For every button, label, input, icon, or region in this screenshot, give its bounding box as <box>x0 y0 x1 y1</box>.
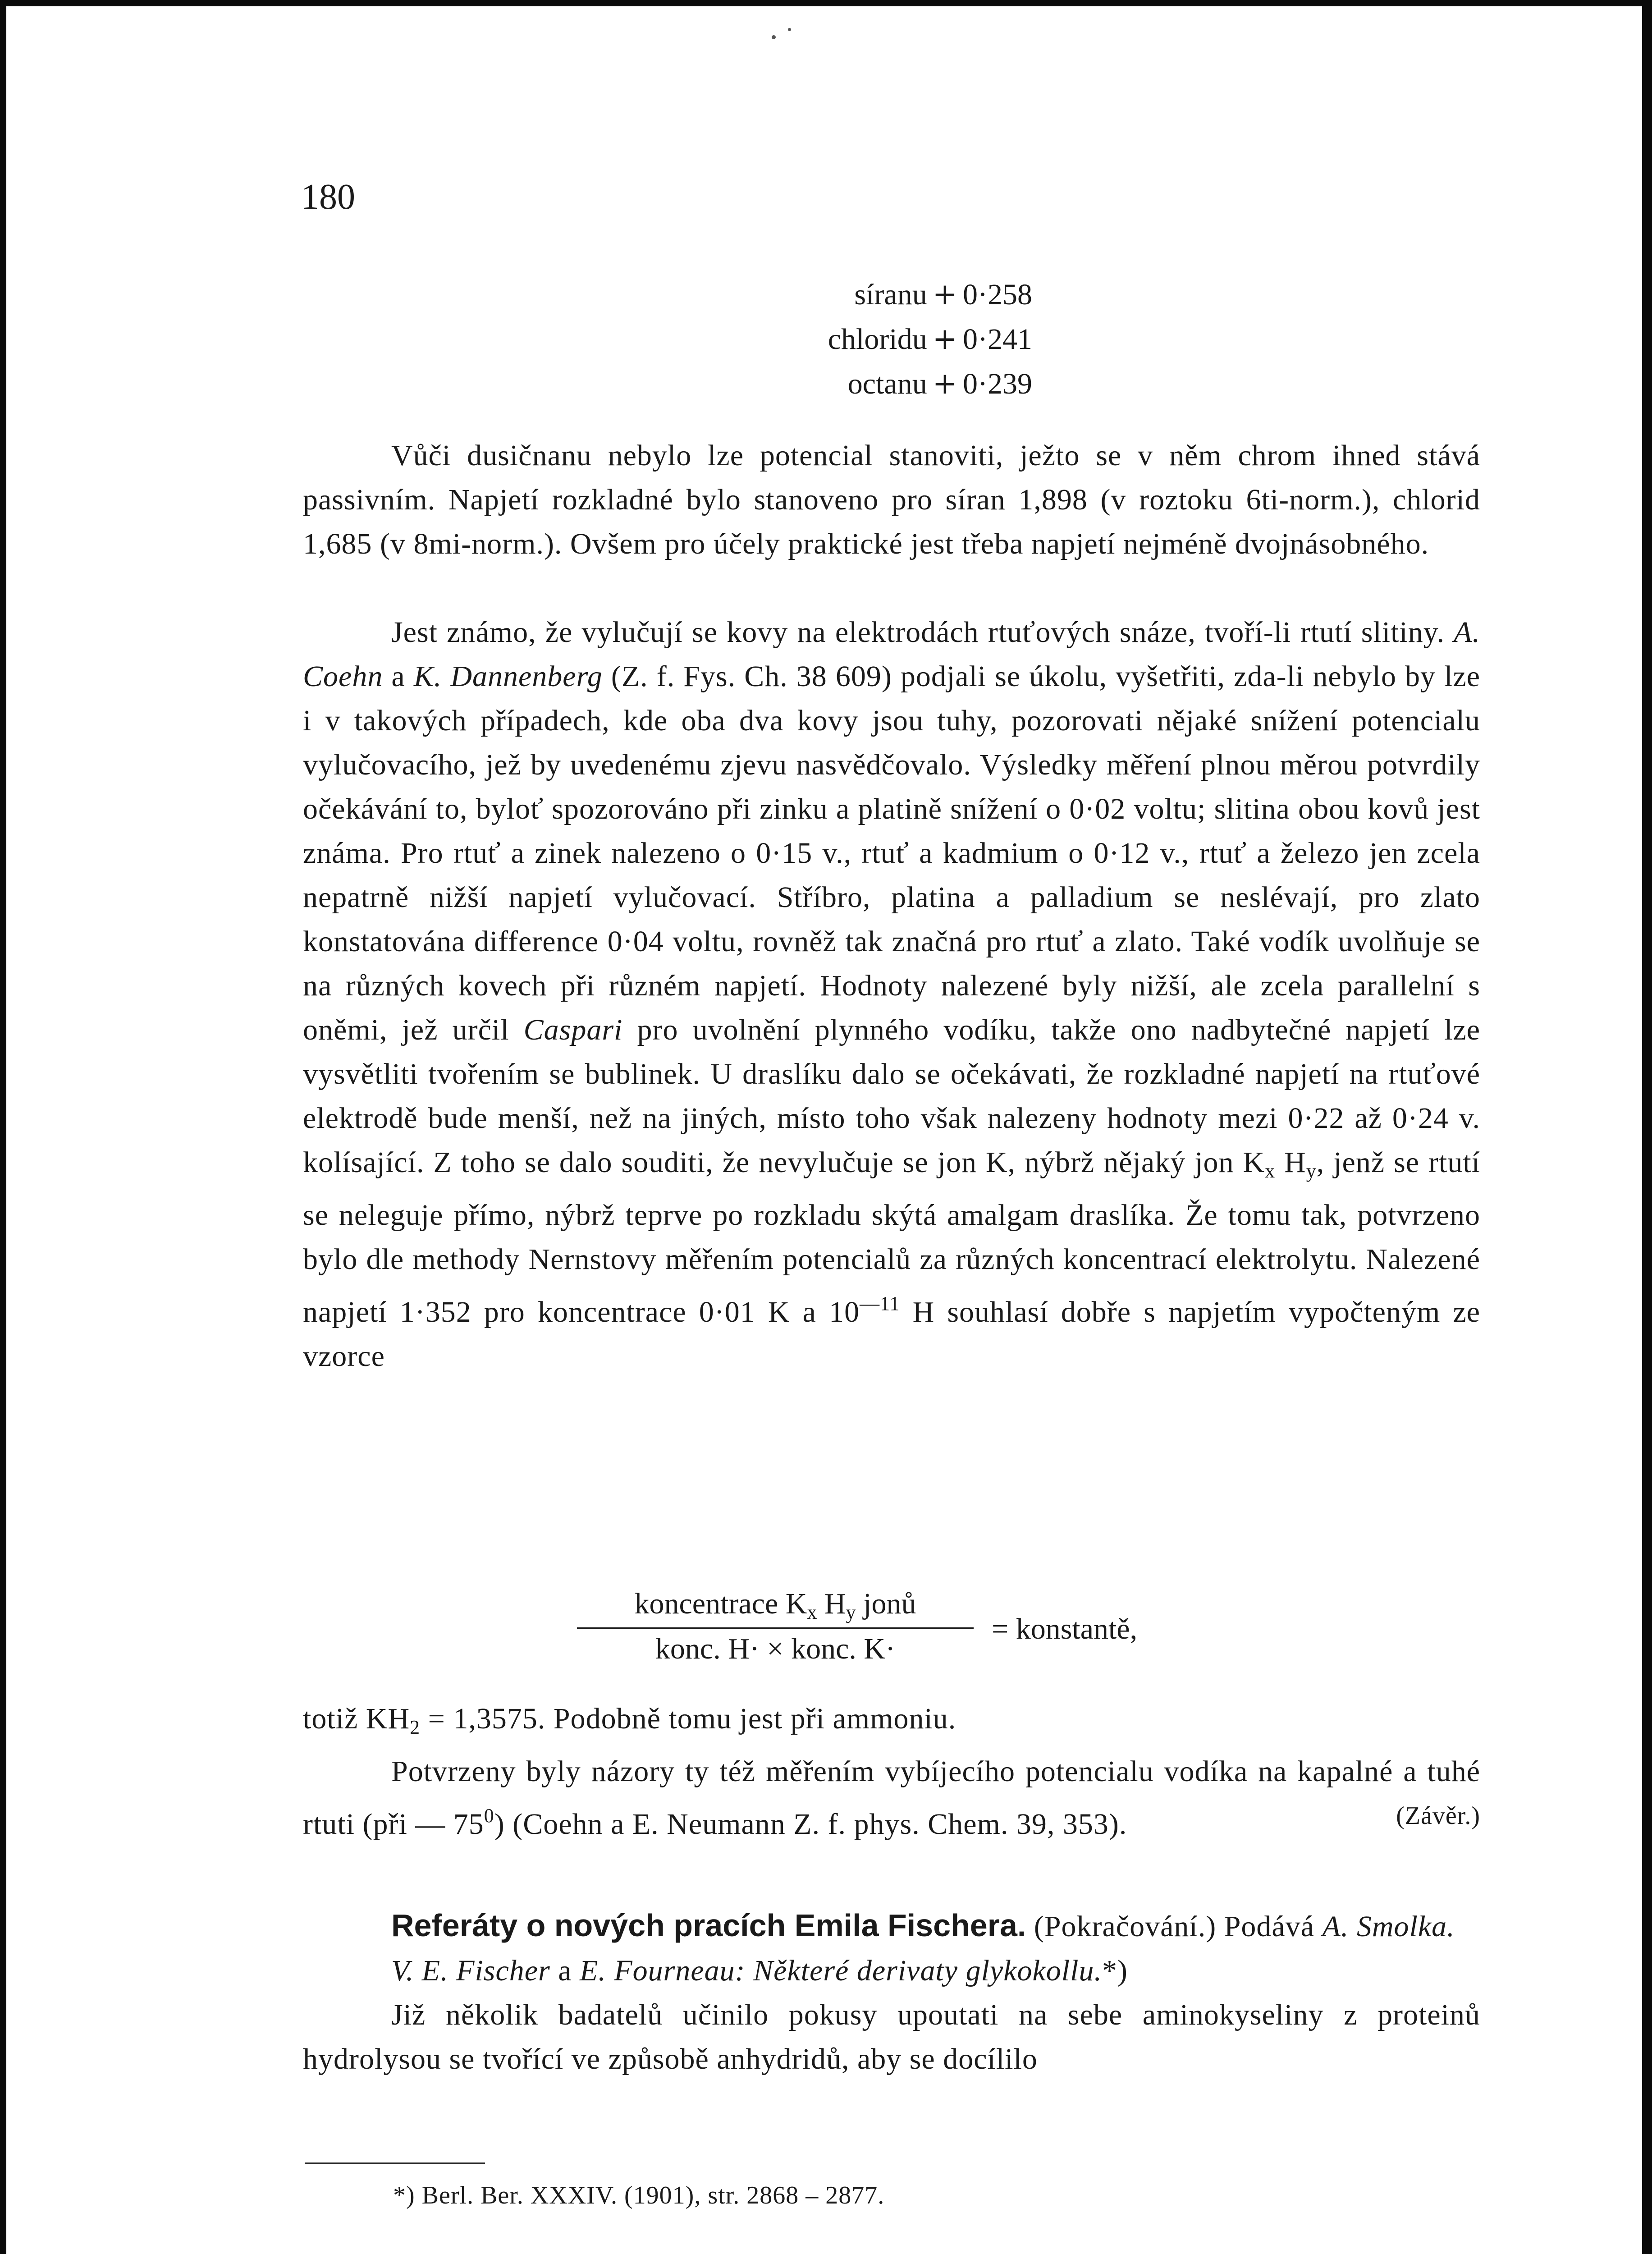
paragraph <box>303 1697 1480 1750</box>
paragraph: Vůči dusičnanu nebylo lze potencial stanoviti, ježto se v něm chrom ihned stává passivním. Napjetí rozkladné bylo stanoveno pro síran 1,898 (v roztoku 6ti-norm.), chlorid 1,685 (v 8mi-norm.). Ovšem pro účely praktické jest třeba napjetí nejméně dvojnásobného. <box>303 439 1480 560</box>
page-number: 180 <box>301 177 355 217</box>
section-title: Referáty o nových pracích Emila Fischera. <box>391 1908 1026 1943</box>
superscript: —11 <box>860 1292 900 1315</box>
anion-row <box>690 317 1032 362</box>
text-run: jonů <box>856 1587 916 1620</box>
text-run: H souhlasí dobře s napjetím vypočteným ze vzorce <box>303 1296 1480 1373</box>
formula-denominator <box>577 1629 974 1666</box>
plus-sign: + <box>932 277 958 312</box>
text-run: ) (Coehn a E. Neumann Z. f. phys. Chem. 39, 353). <box>494 1808 1127 1841</box>
subscript: x <box>1265 1160 1276 1182</box>
anion-value: 0·241 <box>963 323 1032 356</box>
text-run: Jest známo, že vylučují se kovy na elektrodách rtuťových snáze, tvoří-li rtutí slitiny. <box>391 616 1454 649</box>
text-run: (Pokračování.) Podává <box>1026 1910 1323 1943</box>
reporter-name: A. Smolka. <box>1322 1910 1455 1943</box>
paragraph: Již několik badatelů učinilo pokusy upoutati na sebe aminokyseliny z proteinů hydrolysou se tvořící ve způsobě anhydridů, aby se docílilo <box>303 1998 1480 2075</box>
anion-row <box>690 362 1032 406</box>
article-title: : Některé derivaty glykokollu. <box>735 1954 1102 1987</box>
author-name: E. Fourneau <box>580 1954 735 1987</box>
text-run: pro uvolnění plynného vodíku, takže ono nadbytečné napjetí lze vysvětliti tvořením se bublinek. U draslíku dalo se očekávati, že rozkladné napjetí na rtuťové elektrodě bude menší, než na jiných, místo toho však nalezeny hodnoty mezi 0·22 až 0·24 v. kolísající. Z toho se dalo souditi, že nevylučuje se jon K, nýbrž nějaký jon K <box>303 1013 1480 1179</box>
paragraph <box>303 610 1480 1379</box>
article-title-line <box>303 1949 1480 1993</box>
text-run: · <box>749 1632 760 1665</box>
text-run: H <box>1275 1146 1306 1179</box>
plus-sign: + <box>932 321 958 356</box>
section-heading <box>303 1903 1480 1949</box>
text-run: konc. K <box>791 1632 886 1665</box>
author-name: Caspari <box>523 1013 623 1046</box>
anion-row <box>690 272 1032 317</box>
anion-value: 0·258 <box>963 278 1032 311</box>
paragraph-nitrate <box>303 434 1480 566</box>
paragraph <box>303 1750 1480 1846</box>
formula-result: = konstantě, <box>992 1613 1138 1645</box>
text-run: a <box>383 660 414 693</box>
text-run: H <box>817 1587 846 1620</box>
text-run: = 1,3575. Podobně tomu jest při ammoniu. <box>420 1702 956 1735</box>
text-run: (Z. f. Fys. Ch. 38 609) podjali se úkolu, vyšetřiti, zda-li nebylo by lze i v takových případech, kde oba dva kovy jsou tuhy, pozorovati nějaké snížení potencialu vylučovacího, jež by uvedenému zjevu nasvědčovalo. Výsledky měření plnou měrou potvrdily očekávání to, byloť spozorováno při zinku a platině snížení o 0·02 voltu; slitina obou kovů jest známa. Pro rtuť a zinek nalezeno o 0·15 v., rtuť a kadmium o 0·12 v., rtuť a železo jen zcela nepatrně nižší napjetí vylučovací. Stříbro, platina a palladium se neslévají, pro zlato konstatována difference 0·04 voltu, rovněž tak značná pro rtuť a zlato. Také vodík uvolňuje se na různých kovech při různém napjetí. Hodnoty nalezené byly nižší, ale zcela parallelní s oněmi, jež určil <box>303 660 1481 1046</box>
section-fischer <box>303 1903 1480 2081</box>
formula-numerator <box>577 1587 974 1629</box>
paragraph-coehn <box>303 610 1480 1379</box>
scan-speck <box>772 35 776 39</box>
text-run: , jenž se rtutí se neleguje přímo, nýbrž teprve po rozkladu skýtá amalgam draslíka. Že tomu tak, potvrzeno bylo dle methody Nernstovy měřením potencialů za různých koncentrací elektrolytu. Nalezené napjetí 1·352 pro koncentrace 0·01 K a 10 <box>303 1146 1480 1329</box>
author-name: K. Dannenberg <box>413 660 603 693</box>
formula-fraction <box>577 1587 974 1666</box>
subscript: 2 <box>410 1716 421 1738</box>
anion-name: chloridu <box>828 323 927 356</box>
anion-potential-list <box>690 272 1032 406</box>
text-run: konc. H <box>655 1632 750 1665</box>
footnote-rule <box>305 2162 485 2164</box>
anion-name: síranu <box>854 278 927 311</box>
superscript: 0 <box>484 1805 494 1827</box>
text-run: totiž KH <box>303 1702 410 1735</box>
subscript: y <box>846 1601 856 1623</box>
text-run: · <box>885 1632 896 1665</box>
footnote: *) Berl. Ber. XXXIV. (1901), str. 2868 – 2877. <box>393 2181 885 2209</box>
subscript: y <box>1306 1160 1317 1182</box>
text-run: a <box>550 1954 580 1987</box>
plus-sign: + <box>932 366 958 401</box>
subscript: x <box>807 1601 817 1623</box>
anion-value: 0·239 <box>963 367 1032 400</box>
text-run: Potvrzeny byly názory ty též měřením vybíjecího potencialu vodíka na kapalné a tuhé rtuti (při — 75 <box>303 1755 1480 1841</box>
author-name: A. Coehn <box>303 616 1480 693</box>
text-run: koncentrace K <box>634 1587 807 1620</box>
times-sign: × <box>759 1632 792 1665</box>
scan-speck <box>788 28 791 31</box>
author-name: V. E. Fischer <box>391 1954 550 1987</box>
end-mark: (Závěr.) <box>1396 1802 1480 1830</box>
paragraph-kh2 <box>303 1697 1480 1846</box>
concentration-formula <box>577 1587 1253 1677</box>
anion-name: octanu <box>847 367 927 400</box>
footnote-mark: *) <box>1102 1954 1128 1987</box>
